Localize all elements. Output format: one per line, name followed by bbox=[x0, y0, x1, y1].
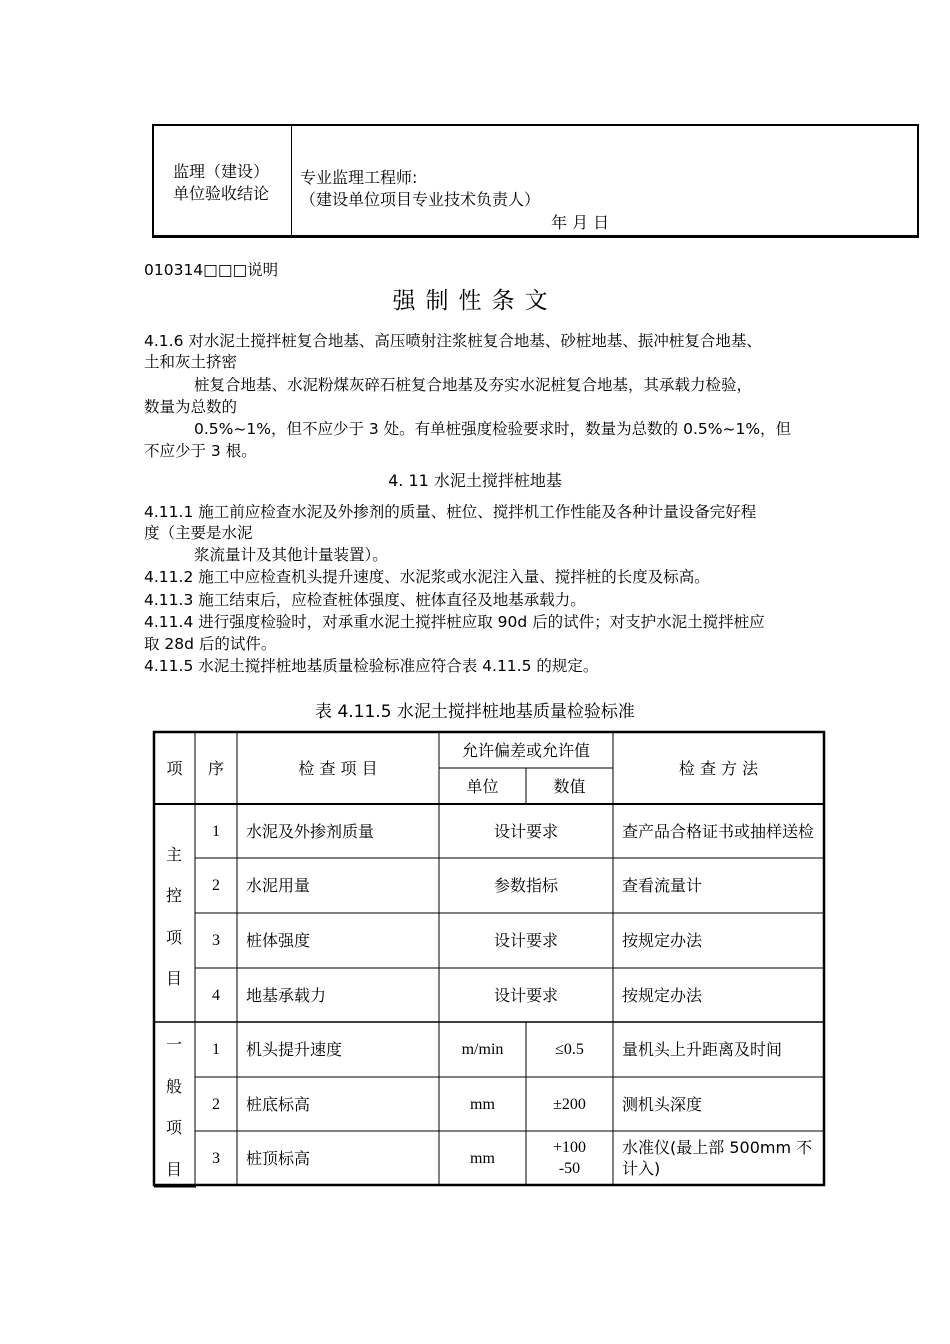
row-unit: mm bbox=[470, 1149, 495, 1167]
group-main-char: 目 bbox=[165, 969, 182, 988]
row-tolerance: 参数指标 bbox=[493, 876, 558, 895]
clause-line: 4.11.1 施工前应检查水泥及外掺剂的质量、桩位、搅拌机工作性能及各种计量设备完好程 bbox=[144, 503, 757, 521]
clause-line: 度（主要是水泥 bbox=[144, 524, 253, 542]
table-title: 表 4.11.5 水泥土搅拌桩地基质量检验标准 bbox=[315, 702, 635, 722]
row-seq: 3 bbox=[212, 1149, 220, 1167]
row-item: 地基承载力 bbox=[246, 985, 327, 1005]
clause-line: 4.11.4 进行强度检验时，对承重水泥土搅拌桩应取 90d 后的试件；对支护水泥土搅拌桩应 bbox=[144, 613, 765, 631]
group-general-char: 目 bbox=[165, 1160, 182, 1179]
clause-line: 不应少于 3 根。 bbox=[144, 442, 257, 460]
group-general-char: 项 bbox=[165, 1118, 182, 1137]
header-seq: 序 bbox=[207, 758, 224, 778]
row-seq: 2 bbox=[212, 1095, 220, 1113]
clause-line: 浆流量计及其他计量装置）。 bbox=[194, 546, 388, 564]
row-seq: 1 bbox=[212, 822, 220, 840]
signoff-label-line2: 单位验收结论 bbox=[173, 184, 270, 203]
row-item: 桩体强度 bbox=[246, 931, 311, 950]
group-general-char: 一 bbox=[165, 1035, 182, 1054]
clause-line: 4.11.3 施工结束后，应检查桩体强度、桩体直径及地基承载力。 bbox=[144, 591, 586, 609]
row-item: 桩底标高 bbox=[246, 1094, 311, 1114]
row-item: 机头提升速度 bbox=[246, 1040, 343, 1059]
clause-line: 0.5%~1%，但不应少于 3 处。有单桩强度检验要求时，数量为总数的 0.5%~1%，但 bbox=[194, 420, 792, 438]
header-check-item: 检 查 项 目 bbox=[298, 758, 378, 778]
row-seq: 4 bbox=[212, 986, 220, 1004]
row-unit: m/min bbox=[461, 1041, 504, 1058]
row-seq: 2 bbox=[212, 877, 220, 894]
signoff-date: 年 月 日 bbox=[551, 213, 610, 232]
row-tolerance: 设计要求 bbox=[493, 985, 558, 1005]
group-main-char: 控 bbox=[165, 886, 182, 905]
row-method: 按规定办法 bbox=[622, 985, 703, 1005]
code-line: 010314□□□说明 bbox=[144, 261, 279, 279]
page-heading: 强制性条文 bbox=[392, 288, 558, 314]
row-tolerance: 设计要求 bbox=[493, 821, 558, 841]
row-seq: 1 bbox=[212, 1041, 220, 1058]
group-main-char: 主 bbox=[165, 845, 182, 864]
clause-line: 数量为总数的 bbox=[144, 398, 238, 416]
row-tolerance: 设计要求 bbox=[493, 931, 558, 950]
header-unit: 单位 bbox=[466, 776, 499, 796]
section-title: 4. 11 水泥土搅拌桩地基 bbox=[388, 471, 562, 490]
clause-line: 土和灰土挤密 bbox=[144, 353, 238, 371]
row-method: 量机头上升距离及时间 bbox=[622, 1040, 783, 1059]
row-method: 查看流量计 bbox=[622, 876, 703, 895]
clause-line: 桩复合地基、水泥粉煤灰碎石桩复合地基及夯实水泥桩复合地基，其承载力检验， bbox=[194, 376, 753, 394]
row-value: ±200 bbox=[553, 1095, 586, 1113]
row-seq: 3 bbox=[212, 932, 220, 949]
row-method: 查产品合格证书或抽样送检 bbox=[622, 821, 815, 841]
row-method: 水准仪(最上部 500mm 不计入) bbox=[622, 1138, 813, 1178]
engineer-signature-label: 专业监理工程师: bbox=[300, 168, 418, 187]
row-item: 桩顶标高 bbox=[246, 1148, 311, 1168]
row-unit: mm bbox=[470, 1095, 495, 1113]
header-item: 项 bbox=[166, 758, 183, 778]
clause-line: 取 28d 后的试件。 bbox=[144, 635, 277, 653]
clause-line: 4.1.6 对水泥土搅拌桩复合地基、高压喷射注浆桩复合地基、砂桩地基、振冲桩复合地基、 bbox=[144, 332, 762, 350]
header-value: 数值 bbox=[553, 776, 586, 796]
row-method: 按规定办法 bbox=[622, 931, 703, 950]
owner-rep-label: （建设单位项目专业技术负责人） bbox=[300, 190, 541, 209]
group-general-char: 般 bbox=[165, 1077, 182, 1096]
row-value: +100 -50 bbox=[552, 1139, 587, 1177]
row-item: 水泥用量 bbox=[246, 876, 311, 895]
group-main-char: 项 bbox=[165, 928, 182, 947]
clause-line: 4.11.5 水泥土搅拌桩地基质量检验标准应符合表 4.11.5 的规定。 bbox=[144, 657, 599, 675]
header-method: 检 查 方 法 bbox=[678, 758, 759, 778]
row-value: ≤0.5 bbox=[555, 1041, 584, 1058]
signoff-label-line1: 监理（建设） bbox=[173, 162, 270, 181]
header-tolerance: 允许偏差或允许值 bbox=[461, 740, 590, 760]
clause-line: 4.11.2 施工中应检查机头提升速度、水泥浆或水泥注入量、搅拌桩的长度及标高。 bbox=[144, 568, 710, 586]
row-method: 测机头深度 bbox=[622, 1094, 703, 1114]
row-item: 水泥及外掺剂质量 bbox=[246, 821, 375, 841]
